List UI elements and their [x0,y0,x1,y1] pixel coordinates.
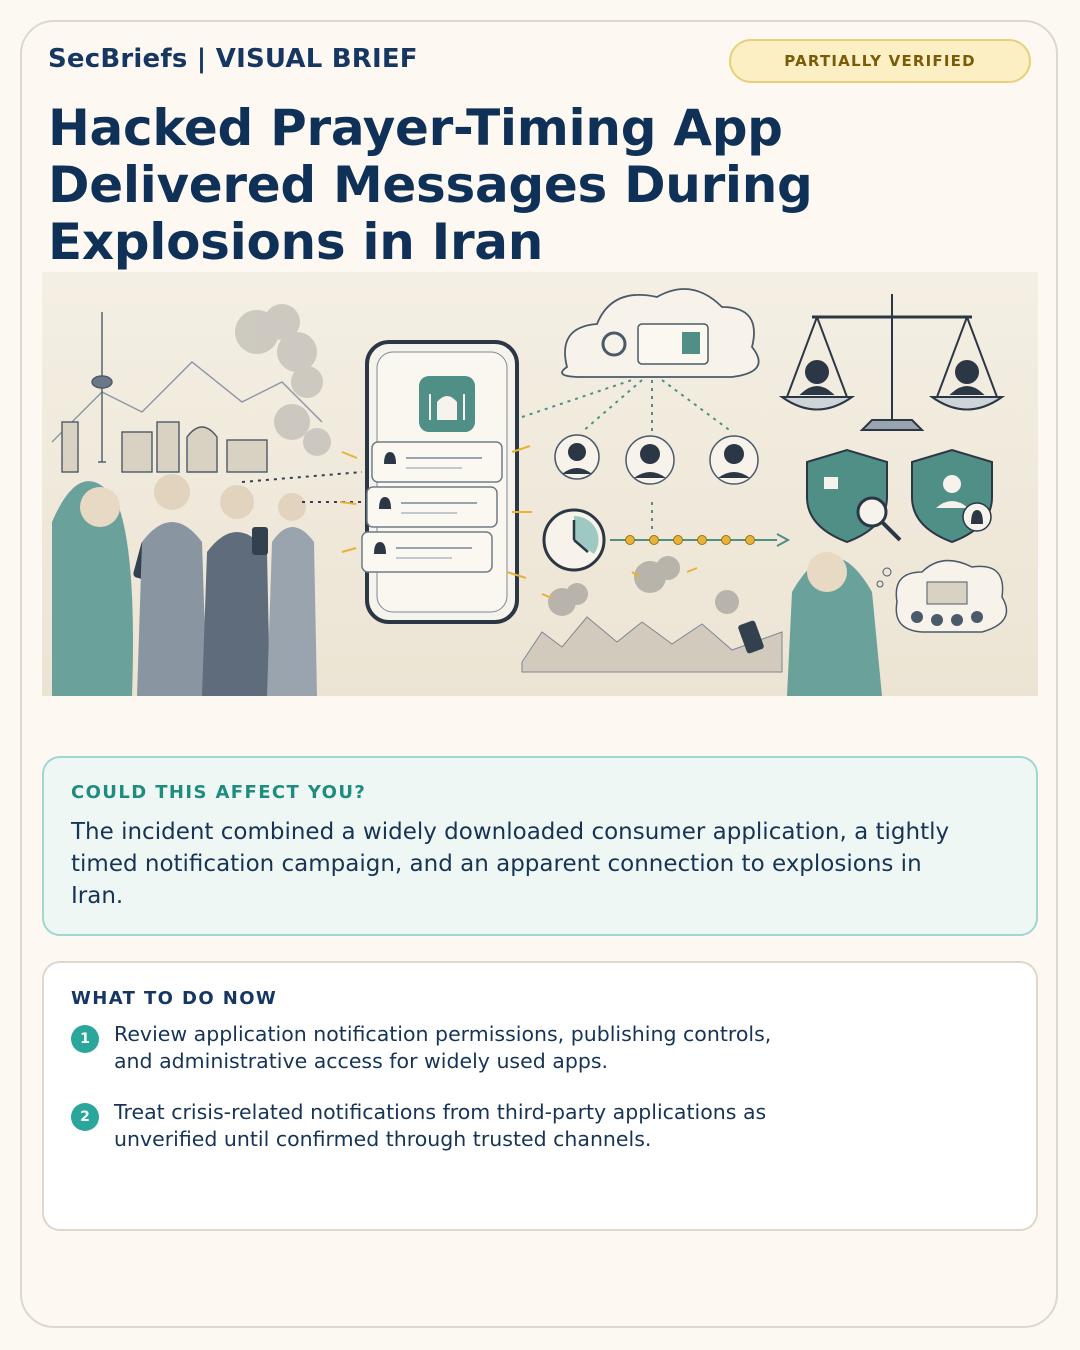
unknown-actors-icon [555,435,758,484]
brand-label: SecBriefs | VISUAL BRIEF [48,44,418,74]
step-number-badge: 1 [71,1025,99,1053]
affect-heading: COULD THIS AFFECT YOU? [71,782,367,803]
affect-text: The incident combined a widely downloaded consumer application, a tightly timed notification campaign, and an apparent connection to explosions in Iran. [71,819,950,909]
page-title: Hacked Prayer-Timing App Delivered Messages During Explosions in Iran [48,99,813,271]
affect-panel [42,756,1038,936]
verification-badge: PARTIALLY VERIFIED [729,39,1031,83]
todo-item-text: Treat crisis-related notifications from third-party applications as unverified until confirmed through trusted channels. [114,1100,767,1151]
todo-item-text: Review application notification permissions, publishing controls, and administrative access for widely used apps. [114,1022,772,1073]
todo-panel [42,961,1038,1231]
step-number-badge: 2 [71,1103,99,1131]
illustration-art [42,272,1038,696]
todo-heading: WHAT TO DO NOW [71,988,278,1009]
illustration [42,272,1038,696]
